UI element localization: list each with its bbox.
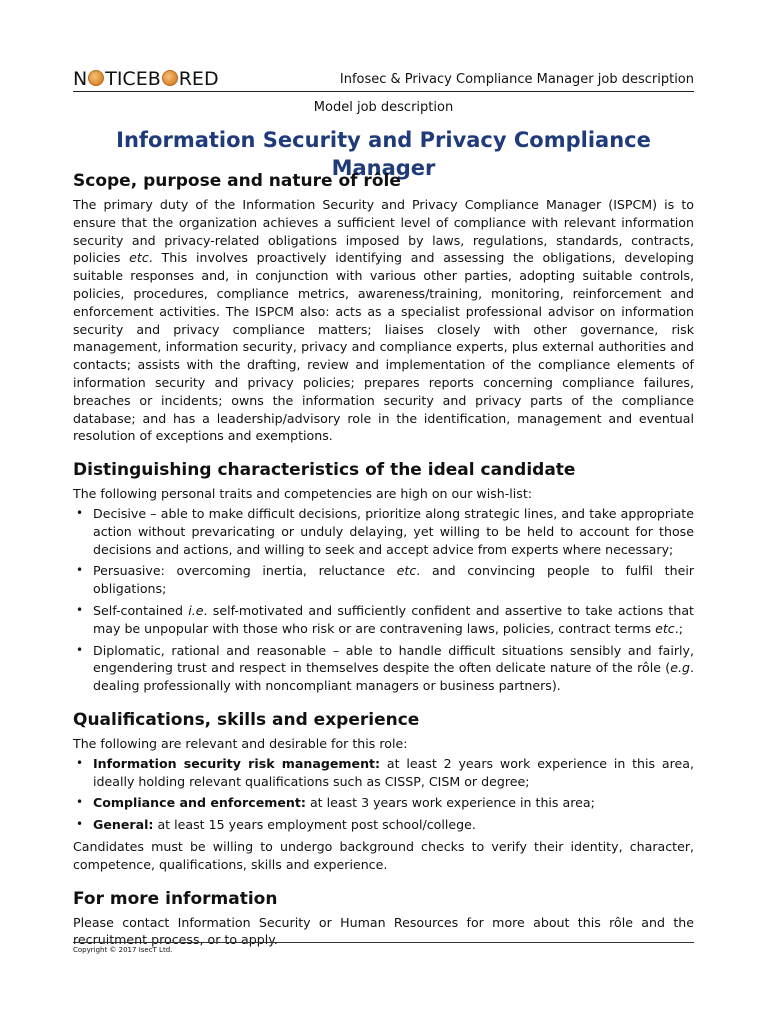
candidate-list [73, 505, 694, 695]
logo-text-1: N [73, 68, 88, 90]
list-item [73, 642, 694, 695]
text-run: General: [93, 817, 154, 833]
text-run: . dealing professionally with noncompliant managers or business partners). [93, 660, 694, 694]
list-item [73, 755, 694, 791]
section-heading: For more information [73, 888, 278, 909]
text-run: etc [129, 250, 149, 266]
header-title: Infosec & Privacy Compliance Manager job description [339, 72, 694, 87]
noticebored-logo [73, 68, 219, 90]
text-run: at least 15 years employment post school/college. [153, 817, 476, 833]
bullet-icon: • [76, 563, 84, 578]
list-item [73, 505, 694, 558]
more-info-text: Please contact Information Security or Human Resources for more about this rôle and the recruitment process, or to apply. [73, 914, 694, 948]
list-item [73, 794, 694, 812]
text-run: e.g [670, 660, 690, 676]
text-run: etc [655, 620, 675, 636]
list-item [73, 602, 694, 638]
text-run: The primary duty of the Information Security and Privacy Compliance Manager (ISPCM) is to ensure that the organization achieves a sufficient level of compliance with relevant information security and privacy-related obligations imposed by laws, regulations, standards, contracts, policies [73, 197, 694, 266]
scope-paragraph [73, 196, 694, 445]
section-heading: Distinguishing characteristics of the ideal candidate [73, 460, 576, 481]
bullet-icon: • [76, 755, 84, 770]
section-more-info [73, 888, 694, 950]
text-run: at least 3 years work experience in this area; [305, 795, 595, 811]
section-scope [73, 170, 694, 445]
page-title: Information Security and Privacy Compliance Manager [116, 128, 651, 180]
text-run: . and convincing people to fulfil their obligations; [93, 563, 694, 597]
bullet-icon: • [76, 505, 84, 520]
text-run: Compliance and enforcement: [93, 795, 306, 811]
quals-intro: The following are relevant and desirable for this role: [73, 735, 408, 751]
bullet-icon: • [76, 602, 84, 617]
section-candidate [73, 459, 694, 695]
logo-text-2: TICEB [105, 68, 161, 90]
copyright-footer: Copyright © 2017 IsecT Ltd. [73, 946, 173, 954]
text-run: Information security risk management: [93, 755, 381, 771]
list-item [73, 562, 694, 598]
document-body [73, 170, 694, 963]
text-run: . self-motivated and sufficiently confident and assertive to take actions that may be unpopular with those who risk or are contravening laws, policies, contract terms [93, 602, 694, 636]
text-run: Decisive – able to make difficult decisions, prioritize along strategic lines, and take appropriate action without prevaricating or unduly delaying, yet willing to be held to account for those decisions and actions, and willing to seek and accept advice from experts where necessary; [93, 505, 694, 557]
quals-list [73, 755, 694, 834]
text-run: at least 2 years work experience in this area, ideally holding relevant qualifications such as CISSP, CISM or degree; [93, 755, 694, 789]
section-qualifications [73, 709, 694, 874]
text-run: Self-contained [93, 602, 189, 618]
list-item [73, 816, 694, 834]
model-label: Model job description [313, 100, 454, 115]
page-header [73, 68, 694, 90]
section-heading: Scope, purpose and nature of rôle [73, 171, 401, 191]
text-run: Diplomatic, rational and reasonable – able to handle difficult situations sensibly and fairly, engendering trust and respect in themselves despite the often delicate nature of the rôle ( [93, 642, 694, 676]
text-run: etc [396, 563, 417, 579]
text-run: i.e [188, 602, 204, 618]
logo-text-3: RED [178, 68, 219, 90]
header-divider [73, 91, 694, 92]
section-heading: Qualifications, skills and experience [73, 709, 420, 730]
text-run: .; [674, 620, 683, 636]
bullet-icon: • [76, 795, 84, 810]
text-run: . This involves proactively identifying and assessing the obligations, developing suitable responses and, in conjunction with various other parties, adopting suitable controls, policies, procedures, compliance metrics, awareness/training, monitoring, reinforcement and enforcement activities. The ISPCM also: acts as a specialist professional advisor on information security and privacy compliance matters; liaises closely with other governance, risk management, information security, privacy and compliance experts, plus external authorities and contacts; assists with the drafting, review and implementation of the compliance elements of information security and privacy policies; prepares reports concerning compliance failures, breaches or incidents; owns the information security and privacy parts of the compliance database; and has a leadership/advisory role in the identification, management and eventual resolution of exceptions and exemptions. [73, 250, 694, 444]
bullet-icon: • [76, 642, 84, 657]
logo-o-icon [162, 70, 178, 86]
bullet-icon: • [76, 817, 84, 832]
text-run: Persuasive: overcoming inertia, reluctance [93, 563, 397, 579]
quals-outro: Candidates must be willing to undergo background checks to verify their identity, character, competence, qualifications, skills and experience. [73, 838, 694, 872]
candidate-intro: The following personal traits and competencies are high on our wish-list: [73, 486, 533, 502]
logo-o-icon [88, 70, 104, 86]
footer-divider [73, 942, 694, 943]
